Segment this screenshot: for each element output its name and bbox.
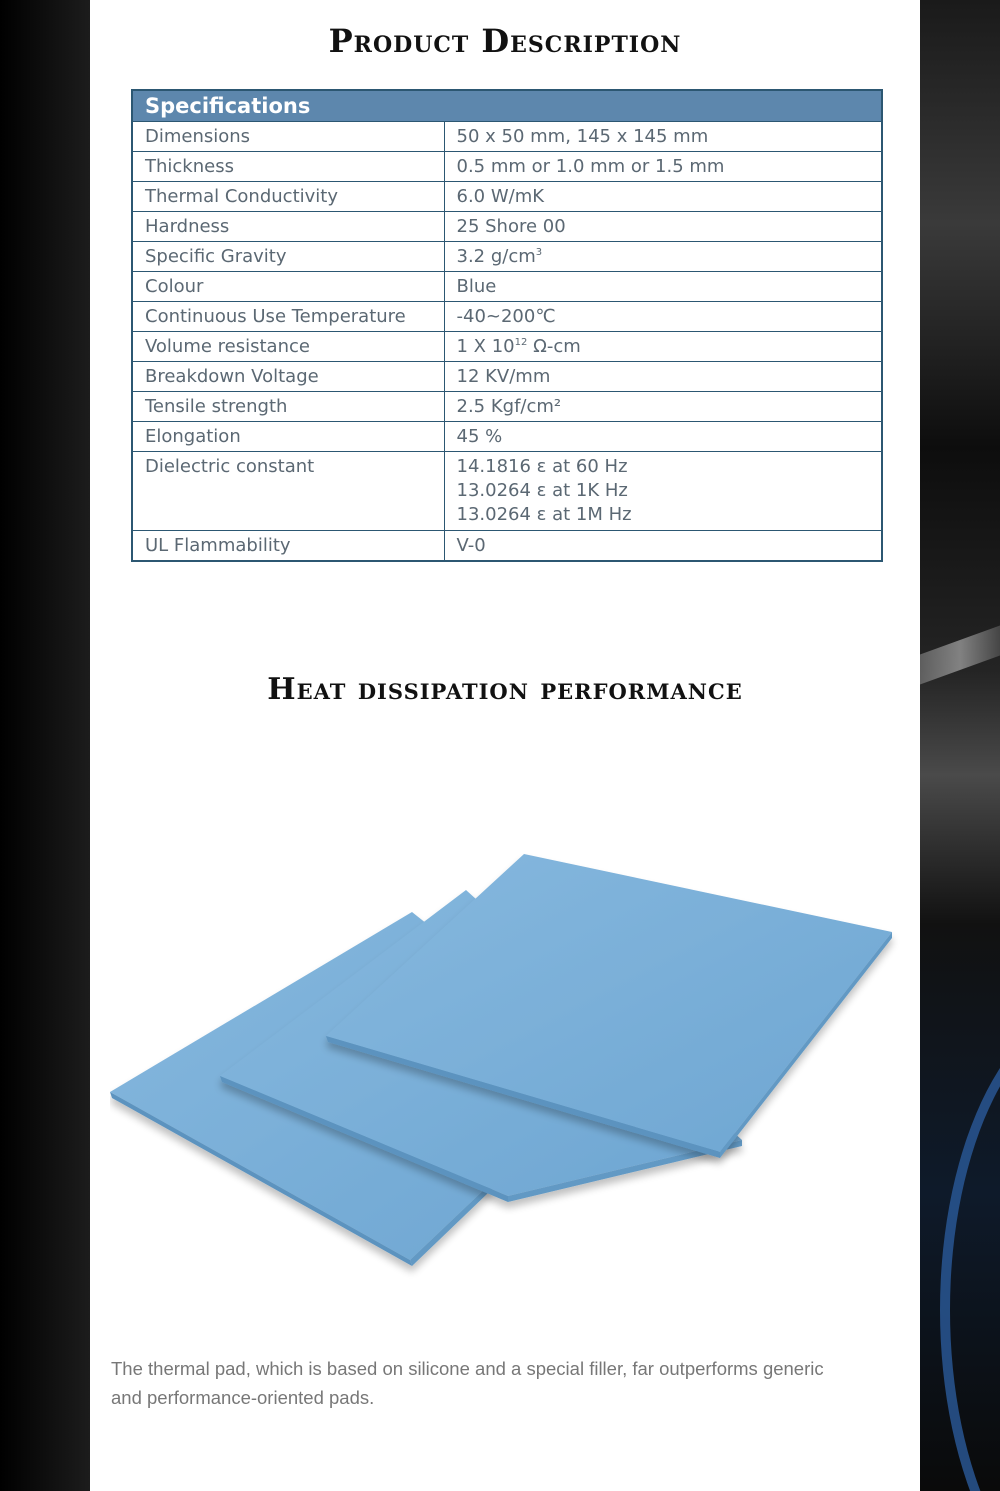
spec-value (444, 332, 882, 362)
spec-value: 6.0 W/mK (444, 182, 882, 212)
spec-value-line: 14.1816 ε at 60 Hz (456, 456, 628, 477)
spec-label: Thermal Conductivity (132, 182, 444, 212)
spec-value-line: 13.0264 ε at 1K Hz (456, 480, 628, 501)
background-blue-arc (940, 1000, 1000, 1491)
spec-label: Volume resistance (132, 332, 444, 362)
spec-value: 50 x 50 mm, 145 x 145 mm (444, 122, 882, 152)
spec-label: Hardness (132, 212, 444, 242)
spec-label: Tensile strength (132, 392, 444, 422)
spec-label: Dimensions (132, 122, 444, 152)
spec-label: Breakdown Voltage (132, 362, 444, 392)
spec-value: V-0 (444, 531, 882, 562)
spec-label: Thickness (132, 152, 444, 182)
table-row (132, 212, 882, 242)
spec-label: Dielectric constant (132, 452, 444, 531)
table-row (132, 272, 882, 302)
spec-value: Blue (444, 272, 882, 302)
background-left (0, 0, 90, 1491)
thermal-pads-image (110, 840, 900, 1280)
background-sheen (920, 625, 1000, 684)
spec-value: 0.5 mm or 1.0 mm or 1.5 mm (444, 152, 882, 182)
table-row (132, 242, 882, 272)
spec-value: 45 % (444, 422, 882, 452)
table-row (132, 122, 882, 152)
description-caption: The thermal pad, which is based on silicone and a special filler, far outperforms generic and performance-oriented pads. (111, 1358, 824, 1408)
table-row (132, 182, 882, 212)
product-description-heading: Product Description (328, 22, 682, 60)
content-panel (90, 0, 920, 1491)
table-row (132, 531, 882, 562)
spec-superscript: 12 (514, 336, 528, 348)
table-row (132, 362, 882, 392)
spec-value-suffix: Ω-cm (527, 335, 581, 357)
table-row (132, 302, 882, 332)
heat-dissipation-heading: Heat dissipation performance (267, 672, 743, 707)
spec-label: Continuous Use Temperature (132, 302, 444, 332)
spec-value-text: 3.2 g/cm (456, 245, 536, 267)
spec-superscript: 3 (535, 246, 543, 258)
table-row (132, 332, 882, 362)
table-row (132, 152, 882, 182)
spec-value: -40~200℃ (444, 302, 882, 332)
spec-value (444, 452, 882, 531)
spec-label: Colour (132, 272, 444, 302)
specifications-header: Specifications (132, 90, 882, 122)
spec-label: UL Flammability (132, 531, 444, 562)
background-right (920, 0, 1000, 1491)
table-row (132, 452, 882, 531)
spec-value-line: 13.0264 ε at 1M Hz (456, 504, 632, 525)
specifications-table (131, 89, 883, 562)
spec-value-text: 1 X 10 (456, 335, 515, 357)
spec-value (444, 242, 882, 272)
spec-label: Elongation (132, 422, 444, 452)
table-row (132, 392, 882, 422)
table-row (132, 422, 882, 452)
spec-value: 12 KV/mm (444, 362, 882, 392)
specifications-header-row (132, 90, 882, 122)
spec-label: Specific Gravity (132, 242, 444, 272)
spec-value: 2.5 Kgf/cm² (444, 392, 882, 422)
spec-value: 25 Shore 00 (444, 212, 882, 242)
